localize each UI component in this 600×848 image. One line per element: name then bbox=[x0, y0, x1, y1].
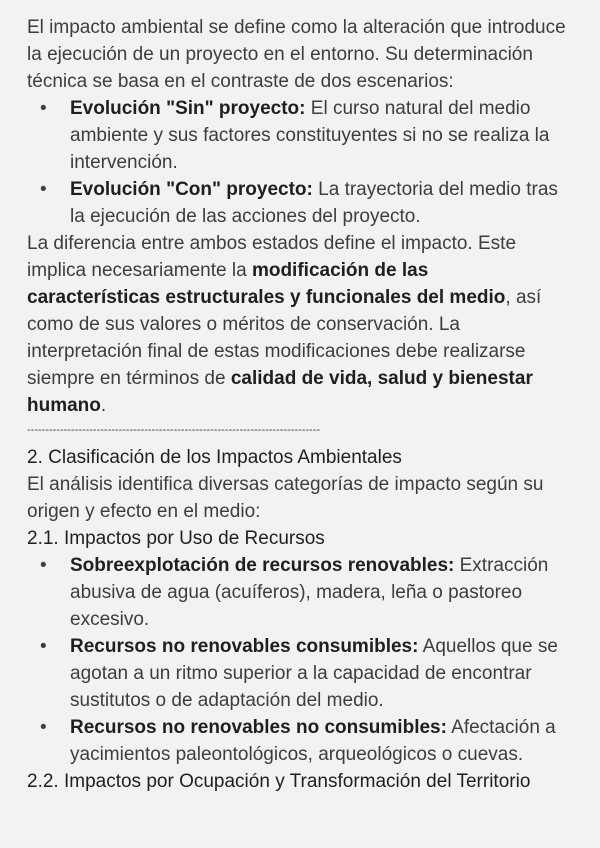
section-heading: 2. Clasificación de los Impactos Ambientales bbox=[27, 447, 402, 468]
section-intro: El análisis identifica diversas categorías de impacto según su origen y efecto en el medio: bbox=[27, 474, 544, 522]
paragraph-text: , así como de sus valores o méritos de conservación. La interpretación final de estas modificaciones debe realizarse siempre en términos de bbox=[27, 287, 542, 389]
list-item-text: La trayectoria del medio tras la ejecución de las acciones del proyecto. bbox=[70, 179, 558, 227]
list-item bbox=[27, 633, 566, 714]
list-item-term: Recursos no renovables no consumibles: bbox=[70, 717, 447, 738]
bullet-icon: • bbox=[40, 98, 47, 119]
subsection-heading: 2.2. Impactos por Ocupación y Transformación del Territorio bbox=[27, 771, 531, 792]
paragraph-text: . bbox=[100, 395, 107, 416]
list-item-text: Aquellos que se agotan a un ritmo superior a la capacidad de encontrar sustitutos o de adaptación del medio. bbox=[70, 636, 558, 711]
list-item-term: Evolución "Sin" proyecto: bbox=[70, 98, 306, 119]
bullet-icon: • bbox=[40, 179, 47, 200]
bullet-icon: • bbox=[40, 717, 47, 738]
list-item bbox=[27, 714, 566, 768]
bullet-icon: • bbox=[40, 555, 47, 576]
subsection-heading: 2.1. Impactos por Uso de Recursos bbox=[27, 528, 325, 549]
bullet-icon: • bbox=[40, 636, 47, 657]
section-divider: -------------------------------------------------------------------------------- bbox=[27, 424, 321, 436]
list-item-term: Recursos no renovables consumibles: bbox=[70, 636, 419, 657]
list-item bbox=[27, 552, 566, 633]
impact-definition-paragraph bbox=[27, 230, 566, 419]
list-item bbox=[27, 176, 566, 230]
paragraph-text: La diferencia entre ambos estados define el impacto. Este implica necesariamente la bbox=[27, 233, 517, 281]
list-item-text: El curso natural del medio ambiente y sus factores constituyentes si no se realiza la intervención. bbox=[70, 98, 550, 173]
list-item bbox=[27, 95, 566, 176]
list-item-term: Evolución "Con" proyecto: bbox=[70, 179, 313, 200]
list-item-term: Sobreexplotación de recursos renovables: bbox=[70, 555, 455, 576]
list-item-text: Afectación a yacimientos paleontológicos, arqueológicos o cuevas. bbox=[70, 717, 556, 765]
resource-impacts-list bbox=[27, 552, 566, 768]
scenario-list bbox=[27, 95, 566, 230]
intro-paragraph: El impacto ambiental se define como la alteración que introduce la ejecución de un proyecto en el entorno. Su determinación técnica se basa en el contraste de dos escenarios: bbox=[27, 17, 566, 92]
list-item-text: Extracción abusiva de agua (acuíferos), madera, leña o pastoreo excesivo. bbox=[70, 555, 549, 630]
paragraph-emphasis: modificación de las características estructurales y funcionales del medio bbox=[27, 260, 506, 308]
paragraph-emphasis: calidad de vida, salud y bienestar humano bbox=[27, 368, 533, 416]
